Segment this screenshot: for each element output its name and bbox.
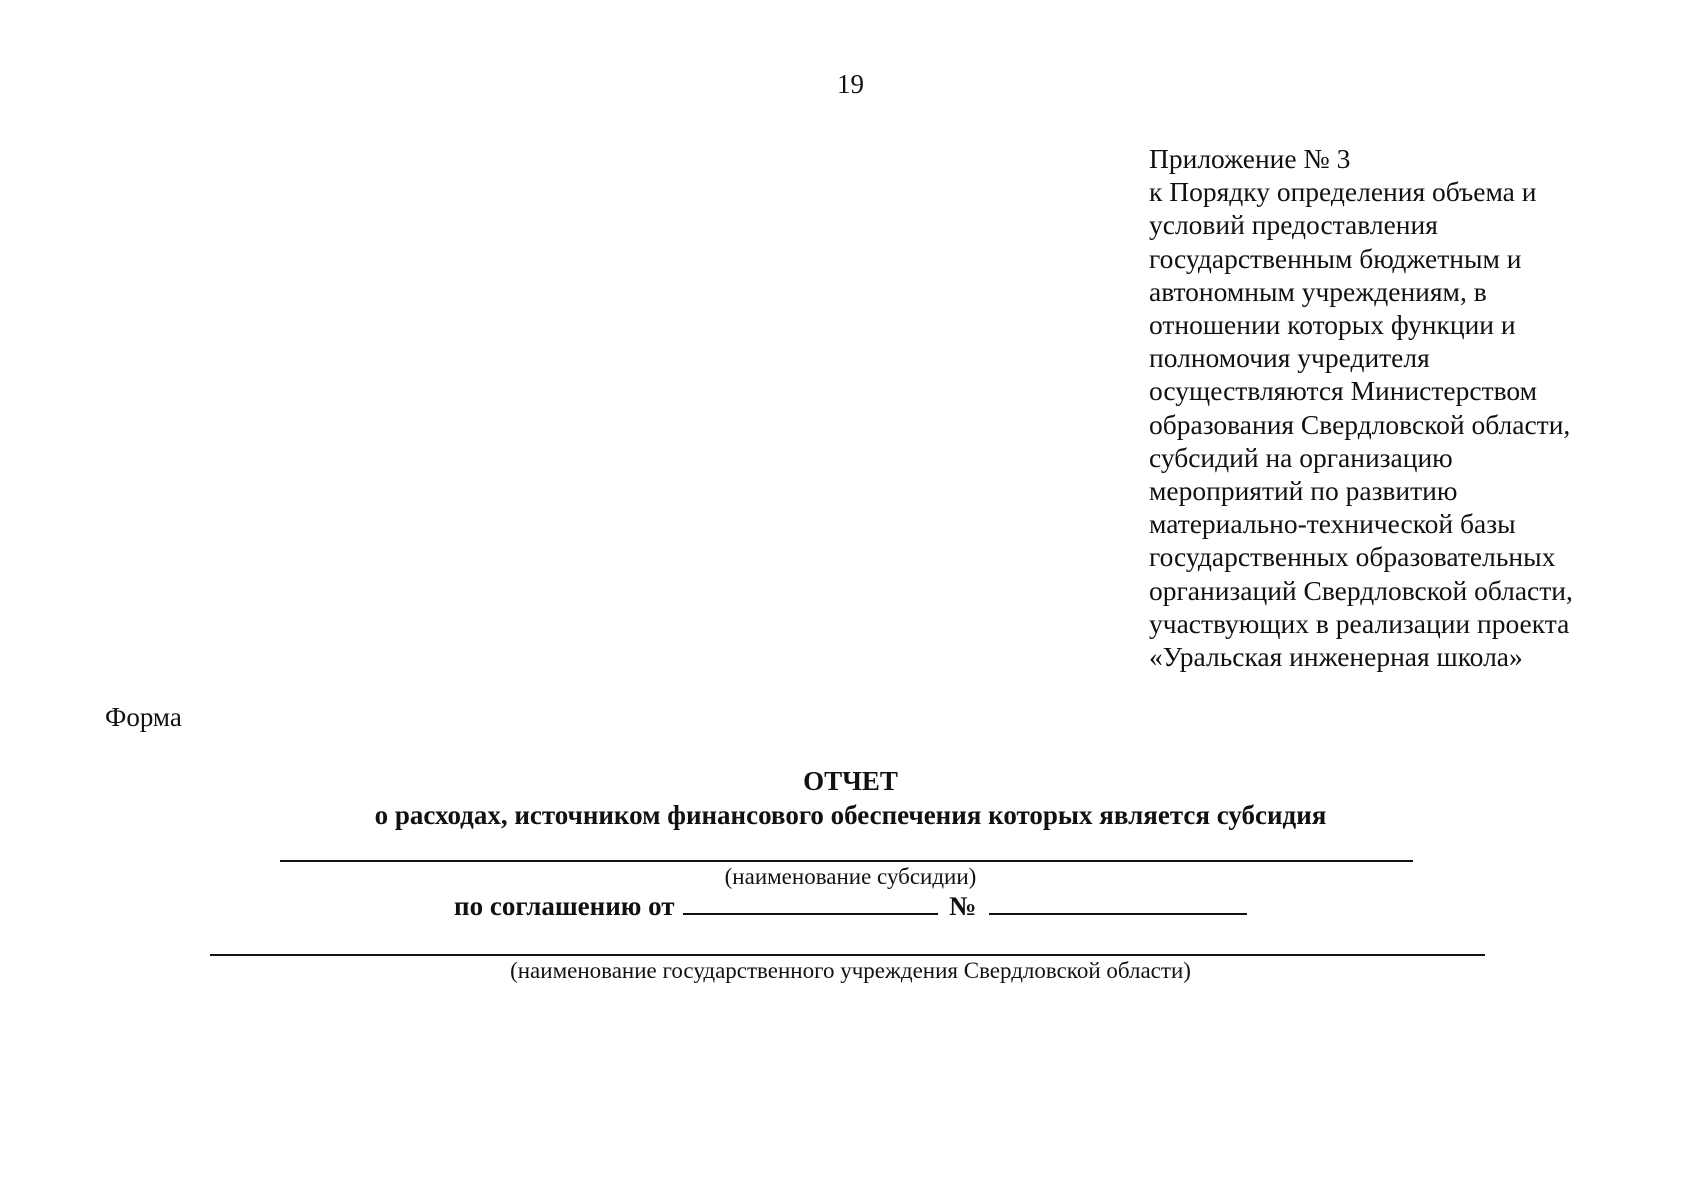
appendix-line: полномочия учредителя <box>1149 342 1430 374</box>
appendix-line: организаций Свердловской области, <box>1149 574 1573 606</box>
appendix-line: «Уральская инженерная школа» <box>1149 641 1523 673</box>
appendix-title: Приложение № 3 <box>1149 143 1351 174</box>
form-label: Форма <box>105 702 182 732</box>
agreement-date-blank <box>683 891 938 915</box>
appendix-line: к Порядку определения объема и <box>1149 176 1537 208</box>
page-number: 19 <box>837 69 864 99</box>
appendix-line: осуществляются Министерством <box>1149 375 1538 407</box>
appendix-line: автономным учреждениям, в <box>1149 275 1487 307</box>
subsidy-name-caption: (наименование субсидии) <box>724 864 977 889</box>
subsidy-name-line <box>280 860 1413 862</box>
agreement-prefix: по соглашению от <box>454 891 675 921</box>
appendix-line: образования Свердловской области, <box>1149 408 1571 440</box>
report-title: ОТЧЕТ <box>803 766 898 796</box>
agreement-number-blank <box>989 891 1247 915</box>
appendix-block <box>1149 142 1679 673</box>
agreement-row <box>0 890 1701 923</box>
appendix-line: мероприятий по развитию <box>1149 475 1458 507</box>
appendix-line: материально-технической базы <box>1149 508 1516 540</box>
appendix-line: отношении которых функции и <box>1149 309 1516 341</box>
number-sign: № <box>949 891 977 921</box>
appendix-line: государственным бюджетным и <box>1149 242 1522 274</box>
report-subtitle: о расходах, источником финансового обеспечения которых является субсидия <box>374 800 1327 830</box>
appendix-line: государственных образовательных <box>1149 541 1556 573</box>
appendix-line: участвующих в реализации проекта <box>1149 607 1570 639</box>
institution-name-caption: (наименование государственного учреждения Свердловской области) <box>510 958 1191 983</box>
appendix-line: условий предоставления <box>1149 209 1438 241</box>
appendix-line: субсидий на организацию <box>1149 441 1453 473</box>
institution-name-line <box>210 954 1485 956</box>
